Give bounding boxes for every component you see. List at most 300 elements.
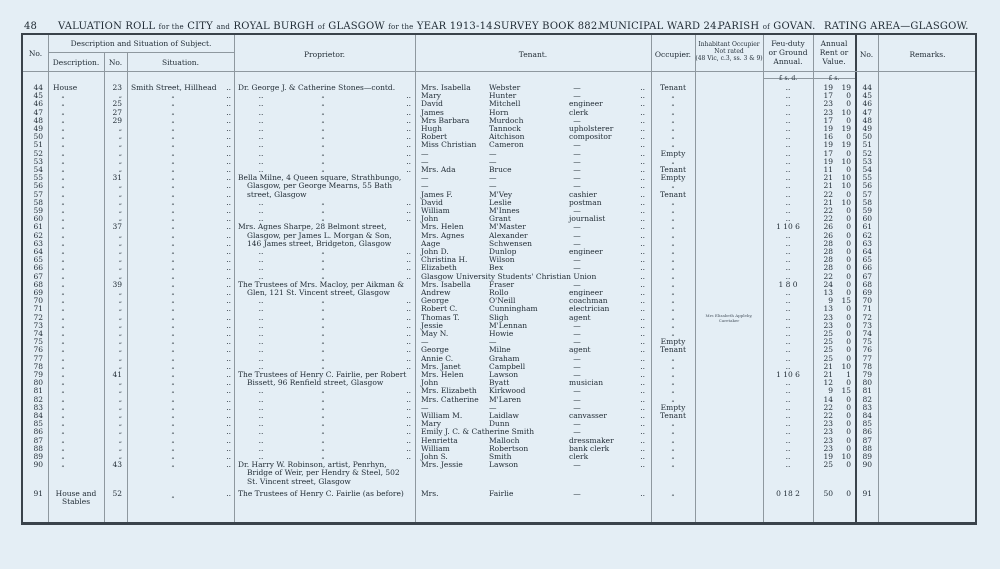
occupation: engineer (569, 99, 603, 109)
row-number-right: 73 (862, 320, 872, 330)
situation: „ (171, 100, 175, 108)
occupier: „ (671, 223, 675, 231)
feu-duty: .. (785, 255, 791, 265)
proprietor: The Trustees of Henry C. Fairlie, per Robert (238, 370, 407, 379)
tenant-surname: Howie (489, 329, 514, 338)
tenant-surname: Alexander (489, 230, 528, 240)
proprietor-dots: .. (258, 337, 264, 347)
tenant-dots: .. (640, 83, 645, 92)
description-continued: Stables (61, 497, 91, 506)
situation-dots: .. (226, 271, 231, 281)
row-number: 89 (33, 452, 43, 461)
description: „ (61, 354, 65, 362)
proprietor-dots: .. (406, 124, 411, 133)
tenant-surname: Mitchell (489, 99, 521, 109)
situation-dots: .. (226, 353, 231, 363)
rent-shillings: 19 (841, 83, 851, 92)
description: „ (61, 420, 65, 428)
proprietor-ditto: „ (321, 420, 325, 428)
proprietor-dots: .. (258, 427, 264, 437)
situation-dots: .. (226, 296, 231, 306)
occupier: Empty (660, 173, 686, 183)
feu-duty: .. (785, 411, 791, 420)
rent-shillings: 10 (841, 452, 851, 461)
tenant-first-name: John D. (421, 247, 449, 256)
situation: „ (171, 436, 175, 444)
feu-duty: .. (785, 312, 791, 322)
tenant-dots: .. (640, 214, 645, 224)
rent-pounds: 22 (823, 189, 833, 199)
rent-shillings: 10 (841, 181, 851, 191)
rent-pounds: 22 (823, 214, 833, 224)
feu-duty: .. (785, 263, 791, 273)
tenant-first-name: Andrew (421, 288, 451, 297)
house-number: 27 (112, 107, 122, 117)
proprietor-dots: .. (406, 156, 411, 166)
occupier: „ (671, 141, 675, 149)
occupier: „ (671, 198, 675, 206)
tenant-first-name: George (421, 345, 449, 355)
proprietor-dots: .. (258, 115, 264, 125)
situation-dots: .. (226, 238, 231, 248)
house-number: „ (118, 420, 122, 428)
occupation: — (573, 156, 581, 166)
proprietor-dots: .. (258, 435, 264, 445)
feu-duty: .. (785, 214, 791, 224)
description: „ (61, 157, 65, 165)
rent-pounds: 21 (823, 370, 833, 379)
house-number: 41 (112, 370, 122, 379)
row-number-right: 66 (862, 263, 872, 273)
row-number-right: 81 (862, 386, 872, 396)
proprietor-dots: .. (258, 345, 264, 355)
proprietor-dots: .. (406, 148, 411, 158)
row-number: 71 (33, 304, 43, 314)
proprietor: Glasgow, per James L. Morgan & Son, (247, 230, 392, 240)
occupation: — (573, 83, 581, 92)
tenant-first-name: Hugh (421, 124, 443, 133)
tenant-dots: .. (640, 419, 645, 429)
rent-pounds: 25 (823, 337, 833, 347)
occupier: „ (671, 395, 675, 403)
tenant-dots: .. (640, 394, 645, 404)
situation: „ (171, 379, 175, 387)
situation: „ (171, 207, 175, 214)
house-number: „ (118, 207, 122, 214)
situation: „ (171, 198, 175, 206)
rent-pounds: 22 (823, 402, 833, 412)
occupation: bank clerk (569, 443, 610, 453)
house-number: „ (118, 166, 122, 173)
occupier: „ (671, 92, 675, 100)
situation-dots: .. (226, 247, 231, 256)
house-number: „ (118, 125, 122, 132)
situation: „ (171, 461, 175, 469)
occupier: Tenant (659, 165, 686, 174)
occupation: — (573, 181, 581, 191)
row-number: 51 (33, 140, 43, 150)
rent-shillings: 0 (846, 320, 851, 330)
description: „ (61, 338, 65, 346)
row-number-right: 58 (862, 197, 872, 207)
tenant-surname: Laidlaw (489, 411, 519, 420)
description: „ (61, 248, 65, 255)
feu-duty: .. (785, 427, 791, 437)
feu-duty: .. (785, 361, 791, 371)
rent-shillings: 15 (841, 296, 851, 306)
occupation: agent (569, 312, 591, 322)
annual-units: £ s. (828, 75, 840, 82)
row-number: 91 (33, 488, 43, 498)
row-number-right: 59 (862, 206, 872, 215)
proprietor-dots: .. (406, 329, 411, 338)
rent-pounds: 25 (823, 353, 833, 363)
proprietor-dots: .. (406, 247, 411, 256)
rent-shillings: 0 (846, 353, 851, 363)
proprietor-ditto: „ (321, 297, 325, 305)
house-number: „ (118, 149, 122, 157)
description: „ (61, 231, 65, 239)
situation-dots: .. (226, 460, 231, 470)
proprietor: Glasgow, per George Mearns, 55 Bath (247, 181, 393, 191)
situation-dots: .. (226, 312, 231, 322)
occupation: — (573, 91, 581, 101)
situation: „ (171, 420, 175, 428)
rent-shillings: 0 (846, 411, 851, 420)
house-number: „ (118, 190, 122, 198)
rent-shillings: 0 (846, 263, 851, 273)
occupation: — (573, 329, 581, 338)
feu-duty: 1 10 6 (776, 370, 800, 379)
row-number-right: 64 (862, 247, 872, 256)
feu-duty: .. (785, 460, 791, 470)
occupation: — (573, 238, 581, 248)
col-header-sub-no: No. (108, 58, 123, 67)
row-number-right: 71 (862, 304, 872, 314)
rent-shillings: 0 (846, 148, 851, 158)
row-number-right: 90 (862, 460, 872, 470)
proprietor-dots: .. (406, 361, 411, 371)
row-number-right: 77 (862, 353, 872, 363)
occupier: „ (671, 354, 675, 362)
row-number: 67 (33, 271, 43, 281)
tenant-dots: .. (640, 378, 645, 388)
tenant-dots: .. (640, 386, 645, 396)
feu-duty: .. (785, 197, 791, 207)
occupation: clerk (569, 107, 589, 117)
row-number: 72 (33, 312, 43, 322)
description: „ (61, 207, 65, 214)
tenant-surname: Fairlie (489, 488, 514, 498)
proprietor-ditto: „ (321, 149, 325, 157)
tenant-surname: Bex (489, 263, 504, 273)
situation-dots: .. (226, 206, 231, 215)
tenant-surname: Murdoch (489, 115, 524, 125)
description: „ (61, 92, 65, 100)
occupation: cashier (569, 189, 597, 199)
proprietor-ditto: „ (321, 207, 325, 214)
house-number: 39 (112, 279, 122, 289)
occupation: — (573, 353, 581, 363)
tenant-dots: .. (640, 304, 645, 314)
description: „ (61, 305, 65, 313)
occupier: „ (671, 157, 675, 165)
occupier: „ (671, 272, 675, 280)
rent-pounds: 22 (823, 206, 833, 215)
situation-dots: .. (226, 99, 231, 109)
rating-area: RATING AREA—GLASGOW. (824, 21, 969, 32)
house-number: „ (118, 198, 122, 206)
house-number: „ (118, 313, 122, 321)
house-number: „ (118, 412, 122, 419)
row-number-right: 75 (862, 337, 872, 347)
col-header-remarks: Remarks. (909, 50, 946, 59)
row-number-right: 89 (862, 452, 872, 461)
situation: „ (171, 190, 175, 198)
tenant-dots: .. (640, 370, 645, 379)
proprietor-dots: .. (258, 452, 264, 461)
occupation: — (573, 370, 581, 379)
house-number: 29 (112, 115, 122, 125)
house-number: „ (118, 92, 122, 100)
proprietor-ditto: „ (321, 100, 325, 108)
rent-pounds: 28 (823, 255, 833, 265)
house-number: „ (118, 289, 122, 296)
occupation: journalist (569, 214, 606, 224)
occupation: electrician (569, 304, 610, 314)
situation-dots: .. (226, 140, 231, 150)
tenant-dots: .. (640, 140, 645, 150)
description: „ (61, 444, 65, 452)
situation-dots: .. (226, 189, 231, 199)
situation: „ (171, 428, 175, 436)
proprietor-dots: .. (406, 255, 411, 265)
proprietor-dots: .. (406, 263, 411, 273)
situation: „ (171, 305, 175, 313)
description: „ (61, 346, 65, 354)
row-number-right: 87 (862, 435, 872, 445)
feu-duty: .. (785, 337, 791, 347)
rent-pounds: 21 (823, 173, 833, 183)
tenant-first-name: Mrs. Elizabeth (421, 386, 477, 396)
proprietor-ditto: „ (321, 215, 325, 223)
occupier: „ (671, 362, 675, 370)
house-number: „ (118, 264, 122, 272)
house-number: „ (118, 330, 122, 337)
row-number-right: 54 (862, 165, 872, 174)
situation-dots: .. (226, 488, 231, 498)
situation: „ (171, 444, 175, 452)
rent-shillings: 10 (841, 361, 851, 371)
row-number-right: 50 (862, 132, 872, 142)
description: „ (61, 387, 65, 395)
rent-shillings: 0 (846, 394, 851, 404)
occupier: „ (671, 215, 675, 223)
feu-duty: .. (785, 345, 791, 355)
tenant-surname: — (489, 402, 497, 412)
situation-dots: .. (226, 214, 231, 224)
proprietor-ditto: „ (321, 346, 325, 354)
description: „ (61, 190, 65, 198)
col-header-no-right: No. (859, 50, 874, 59)
rent-shillings: 0 (846, 255, 851, 265)
occupation: — (573, 263, 581, 273)
proprietor-dots: .. (258, 124, 264, 133)
situation: „ (171, 149, 175, 157)
proprietor-ditto: „ (321, 248, 325, 255)
tenant-dots: .. (640, 206, 645, 215)
house-number: 43 (112, 460, 122, 470)
feu-duty: 1 8 0 (778, 279, 798, 289)
situation-dots: .. (226, 263, 231, 273)
row-number-right: 55 (862, 173, 872, 183)
rent-pounds: 24 (823, 279, 833, 289)
row-number-right: 78 (862, 361, 872, 371)
row-number-right: 56 (862, 181, 872, 191)
rent-pounds: 14 (823, 394, 833, 404)
rent-pounds: 23 (823, 99, 833, 109)
tenant-surname: Grant (489, 214, 511, 224)
description: „ (61, 198, 65, 206)
rent-pounds: 11 (823, 165, 833, 174)
proprietor-dots: .. (258, 99, 264, 109)
situation: „ (171, 174, 175, 182)
feu-duty: .. (785, 124, 791, 133)
situation: „ (171, 108, 175, 116)
proprietor-dots: .. (258, 197, 264, 207)
tenant-surname: — (489, 337, 497, 347)
proprietor-ditto: „ (321, 362, 325, 370)
occupation: — (573, 460, 581, 470)
tenant-dots: .. (640, 255, 645, 265)
rent-shillings: 0 (846, 247, 851, 256)
description: „ (61, 280, 65, 288)
rent-pounds: 19 (823, 124, 833, 133)
situation: „ (171, 239, 175, 247)
tenant-first-name: Mrs. Isabella (421, 279, 471, 289)
house-number: „ (118, 362, 122, 370)
proprietor-dots: .. (406, 115, 411, 125)
tenant-dots: .. (640, 107, 645, 117)
tenant-dots: .. (640, 263, 645, 273)
description: „ (61, 182, 65, 190)
tenant-surname: Milne (489, 345, 511, 355)
description: „ (61, 395, 65, 403)
rent-shillings: 19 (841, 140, 851, 150)
situation: „ (171, 280, 175, 288)
row-number: 81 (33, 386, 43, 396)
rent-pounds: 25 (823, 460, 833, 470)
tenant-surname: Aitchison (489, 132, 525, 142)
description: „ (61, 133, 65, 141)
house-number: „ (118, 182, 122, 190)
feu-duty: .. (785, 394, 791, 404)
row-number: 61 (33, 222, 43, 232)
tenant-first-name: James (421, 107, 444, 117)
row-number-right: 86 (862, 427, 872, 437)
situation-dots: .. (226, 165, 231, 174)
situation: „ (171, 321, 175, 329)
situation: „ (171, 387, 175, 395)
row-number: 87 (33, 435, 43, 445)
tenant-first-name: Christina H. (421, 255, 468, 265)
rent-pounds: 13 (823, 288, 833, 297)
situation-dots: .. (226, 320, 231, 330)
situation-dots: .. (226, 435, 231, 445)
col-header-description: Description. (52, 58, 100, 67)
description: „ (61, 116, 65, 124)
proprietor-ditto: „ (321, 338, 325, 346)
proprietor-ditto: „ (321, 354, 325, 362)
situation: „ (171, 362, 175, 370)
row-number-right: 44 (862, 83, 872, 92)
situation-dots: .. (226, 345, 231, 355)
row-number-right: 68 (862, 279, 872, 289)
tenant-dots: .. (640, 452, 645, 461)
tenant-surname: Sligh (489, 312, 509, 322)
tenant-surname: Campbell (489, 361, 526, 371)
tenant-first-name: Mrs. Janet (421, 361, 461, 371)
tenant-first-name: Mary (421, 91, 441, 101)
house-number: „ (118, 141, 122, 149)
tenant-dots: .. (640, 230, 645, 240)
situation-dots: .. (226, 91, 231, 101)
occupier: Tenant (659, 345, 686, 355)
proprietor-ditto: „ (321, 166, 325, 173)
situation-dots: .. (226, 304, 231, 314)
situation: „ (171, 453, 175, 460)
tenant-surname: Lawson (489, 460, 519, 470)
proprietor-dots: .. (406, 411, 411, 420)
situation: „ (171, 215, 175, 223)
tenant-surname: Byatt (489, 378, 510, 388)
occupation: dressmaker (569, 435, 614, 445)
occupier: „ (671, 313, 675, 321)
parish: PARISH of GOVAN. (718, 21, 816, 32)
tenant-surname: Tannock (489, 124, 521, 133)
description: „ (61, 289, 65, 296)
description: „ (61, 141, 65, 149)
tenant-surname: — (489, 148, 497, 158)
tenant-surname: Dunlop (489, 247, 517, 256)
rent-pounds: 28 (823, 263, 833, 273)
occupier: „ (671, 182, 675, 190)
occupier: „ (671, 305, 675, 313)
row-number-right: 70 (862, 296, 872, 306)
proprietor-dots: .. (406, 443, 411, 453)
row-number-right: 49 (862, 124, 872, 133)
proprietor-dots: .. (258, 263, 264, 273)
occupation: — (573, 320, 581, 330)
row-number: 63 (33, 238, 43, 248)
situation: „ (171, 92, 175, 100)
rent-shillings: 0 (846, 222, 851, 232)
proprietor-ditto: „ (321, 395, 325, 403)
tenant-first-name: Jessie (421, 320, 443, 330)
feu-duty: .. (785, 189, 791, 199)
occupier: Empty (660, 337, 686, 347)
tenant-dots: .. (640, 296, 645, 306)
proprietor-dots: .. (406, 345, 411, 355)
feu-duty: 0 18 2 (776, 488, 800, 498)
row-number: 66 (33, 263, 43, 273)
tenant-first-name: Mrs. Ada (421, 165, 456, 174)
proprietor-dots: .. (258, 419, 264, 429)
row-number-right: 48 (862, 115, 872, 125)
situation: „ (171, 412, 175, 419)
situation-dots: .. (226, 115, 231, 125)
rent-shillings: 10 (841, 173, 851, 183)
